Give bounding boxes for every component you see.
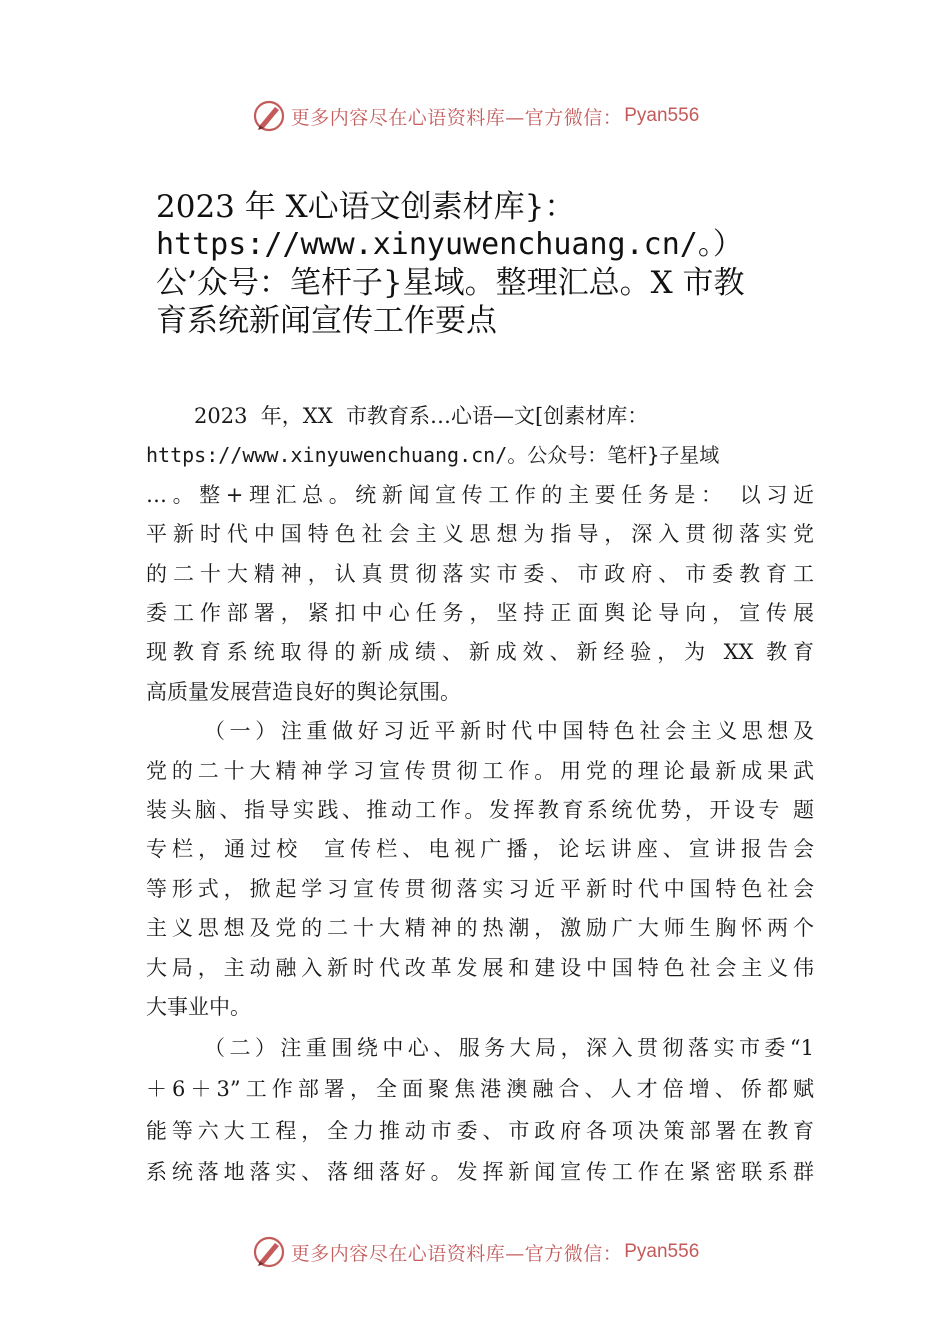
text-line: （二）注重围绕中心、服务大局，深入贯彻落实市委“1: [204, 1035, 814, 1060]
text-line: 系统落地落实、落细落好。发挥新闻宣传工作在紧密联系群: [146, 1160, 814, 1184]
header-banner: [0, 96, 950, 136]
paragraph-1: [146, 397, 814, 712]
paragraph-3: [146, 1028, 814, 1194]
document-body: [146, 397, 814, 1194]
text-line: https://www.xinyuwenchuang.cn/。公众号：笔杆}子星域: [146, 443, 720, 468]
document-title: [156, 188, 836, 340]
banner-wechat-id: Pyan556: [624, 1241, 700, 1262]
text-line: 大事业中。: [146, 995, 251, 1020]
text-line: 大局，主动融入新时代改革发展和建设中国特色社会主义伟: [146, 955, 814, 980]
text-line: 现教育系统取得的新成绩、新成效、新经验，为 XX 教育: [146, 640, 814, 665]
title-line: 2023 年 X心语文创素材库}：: [156, 189, 576, 225]
title-line: 公’众号：笔杆子}星域。整理汇总。X 市教: [156, 265, 745, 301]
text-line: 2023 年，XX 市教育系…心语—文[创素材库：: [194, 404, 649, 428]
title-line: https://www.xinyuwenchuang.cn/。）: [156, 227, 743, 262]
pen-logo-icon: [251, 1234, 287, 1270]
text-line: （一）注重做好习近平新时代中国特色社会主义思想及: [204, 719, 814, 744]
text-line: 党的二十大精神学习宣传贯彻工作。用党的理论最新成果武: [146, 758, 814, 783]
text-line: 能等六大工程，全力推动市委、市政府各项决策部署在教育: [146, 1118, 814, 1143]
title-line: 育系统新闻宣传工作要点: [156, 303, 497, 339]
text-line: 高质量发展营造良好的舆论氛围。: [146, 679, 461, 704]
text-line: 专栏，通过校宣传栏、电视广播，论坛讲座、宣讲报告会: [146, 837, 814, 862]
text-line: …。整+理汇总。统新闻宣传工作的主要任务是： 以习近: [146, 482, 814, 507]
text-line: 装头脑、指导实践、推动工作。发挥教育系统优势，开设专 题: [146, 798, 814, 823]
pen-logo-icon: [251, 98, 287, 134]
paragraph-2: [146, 712, 814, 1027]
banner-text: 更多内容尽在心语资料库—官方微信：: [290, 1242, 623, 1265]
text-line: 平新时代中国特色社会主义思想为指导，深入贯彻落实党: [146, 522, 814, 547]
text-line: 委工作部署，紧扣中心任务，坚持正面舆论导向，宣传展: [146, 601, 814, 626]
footer-banner: [0, 1232, 950, 1272]
text-line: 的二十大精神，认真贯彻落实市委、市政府、市委教育工: [146, 561, 814, 586]
banner-text: 更多内容尽在心语资料库—官方微信：: [290, 106, 623, 129]
banner-wechat-id: Pyan556: [624, 105, 700, 126]
text-line: ＋6＋3”工作部署，全面聚焦港澳融合、人才倍增、侨都赋: [146, 1077, 814, 1101]
text-line: 等形式，掀起学习宣传贯彻落实习近平新时代中国特色社会: [146, 876, 814, 901]
text-line: 主义思想及党的二十大精神的热潮，激励广大师生胸怀两个: [146, 916, 814, 941]
